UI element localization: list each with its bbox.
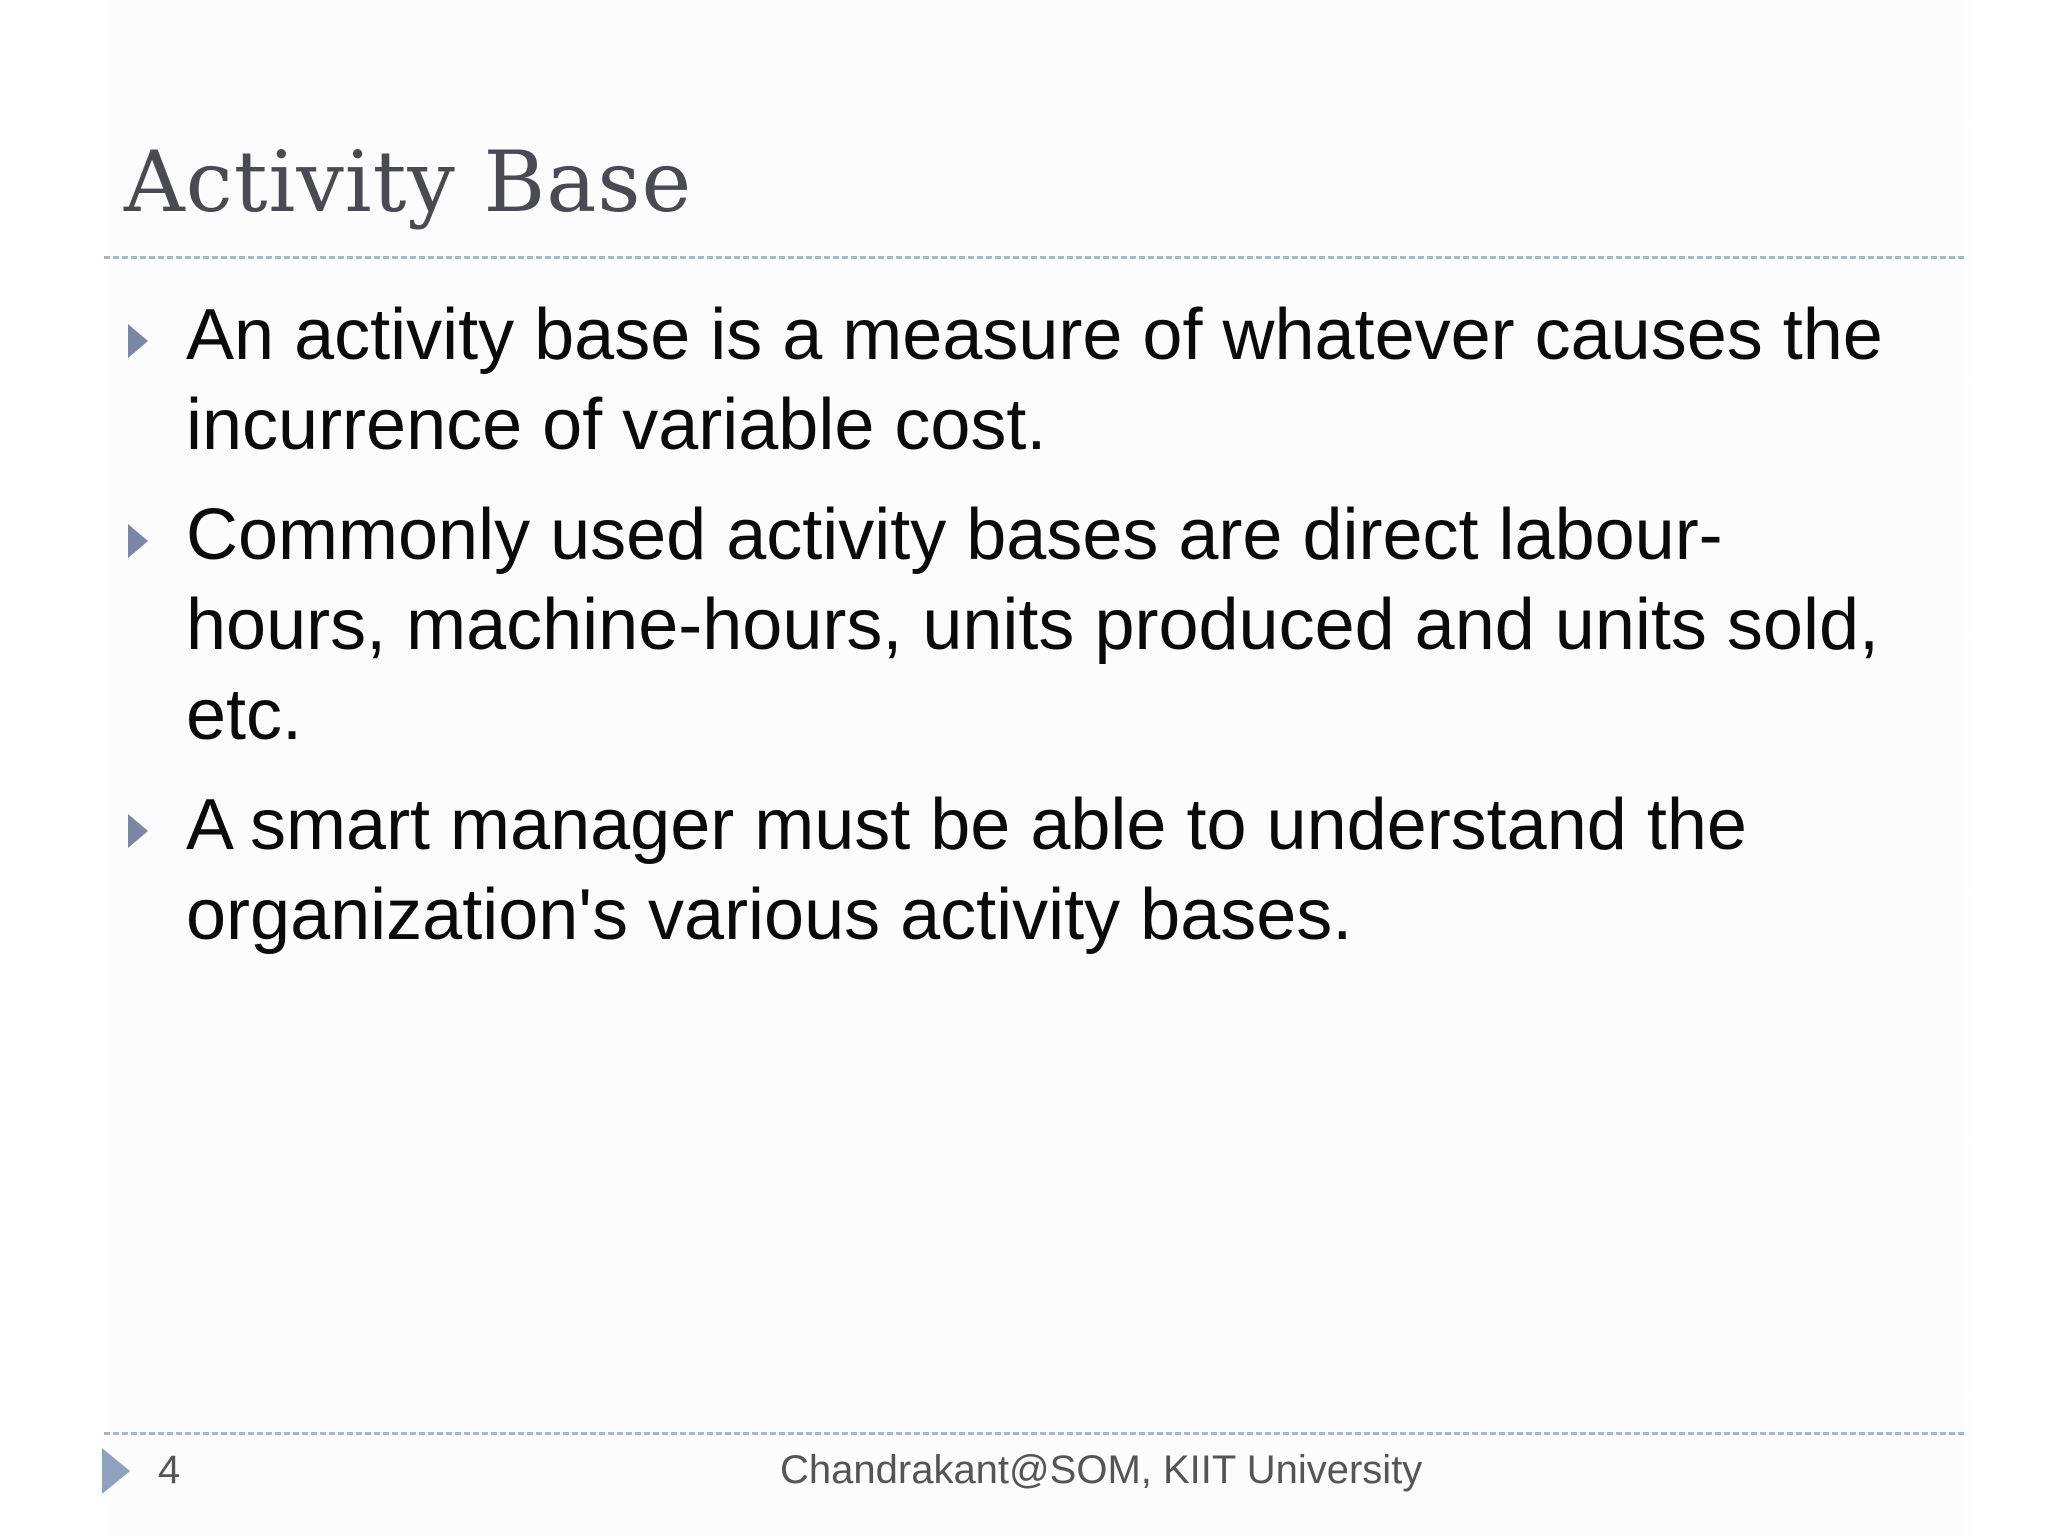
footer-divider — [104, 1432, 1964, 1435]
bullet-text: Commonly used activity bases are direct labour-hours, machine-hours, units produced and units sold, etc. — [186, 495, 1879, 755]
title-divider — [104, 256, 1964, 259]
footer-triangle-icon — [102, 1448, 130, 1494]
bullet-triangle-icon — [128, 524, 148, 558]
bullet-triangle-icon — [128, 324, 148, 358]
page-number: 4 — [158, 1448, 181, 1492]
bullet-item — [124, 780, 1884, 960]
bullet-text: A smart manager must be able to understand the organization's various activity bases. — [186, 785, 1747, 955]
bullet-triangle-icon — [128, 814, 148, 848]
bullet-item — [124, 490, 1884, 760]
bullet-text: An activity base is a measure of whatever causes the incurrence of variable cost. — [186, 295, 1883, 465]
bullet-item — [124, 290, 1884, 470]
slide-title: Activity Base — [124, 133, 693, 231]
bullet-list — [124, 290, 1884, 980]
footer-text: Chandrakant@SOM, KIIT University — [780, 1448, 1423, 1492]
